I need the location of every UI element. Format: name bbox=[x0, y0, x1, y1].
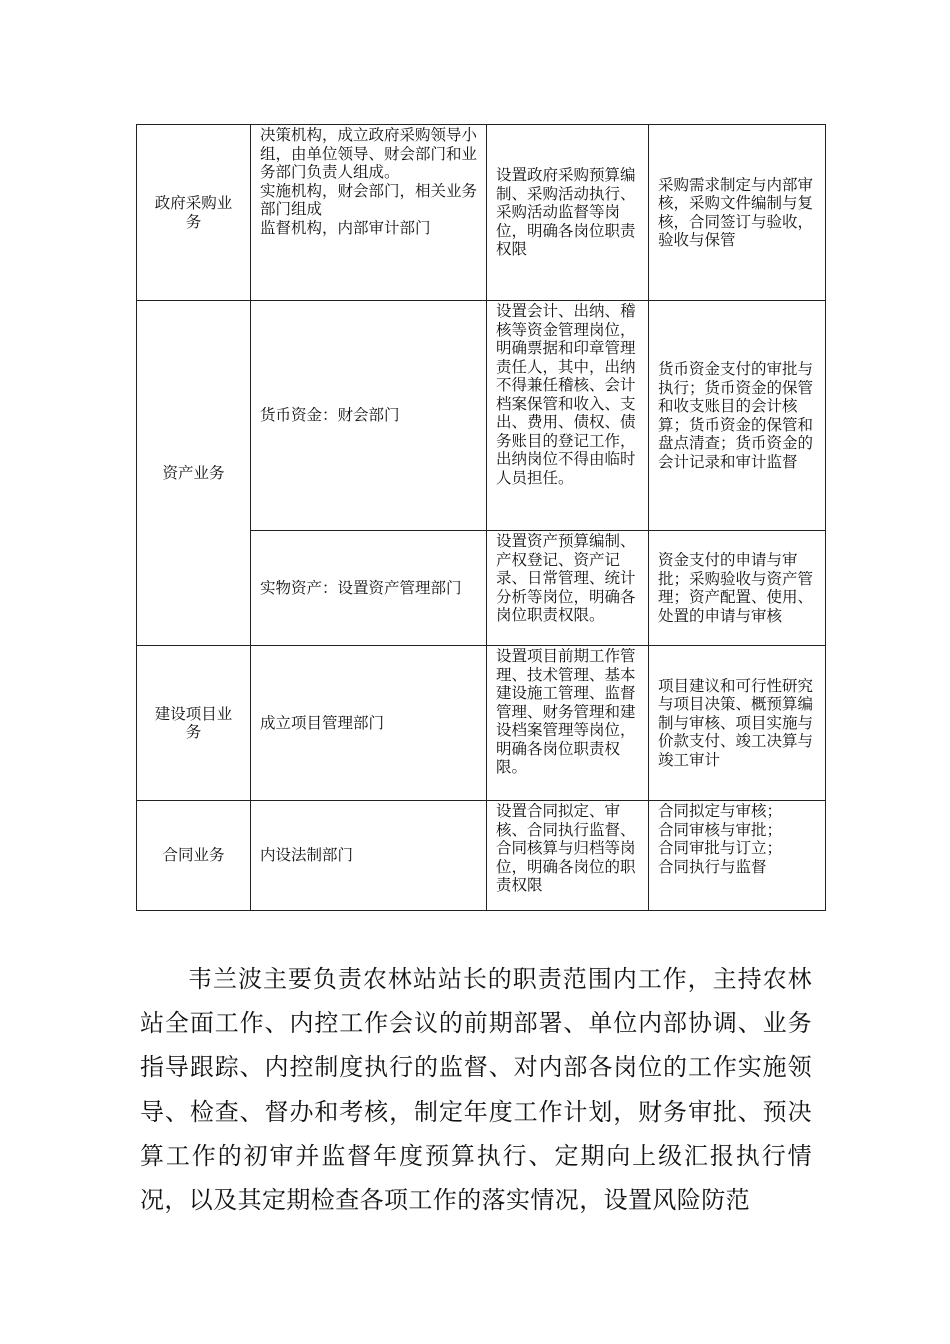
internal-control-table bbox=[136, 124, 826, 911]
controls-line: 合同执行与监督 bbox=[658, 857, 767, 876]
controls-cell bbox=[649, 801, 826, 911]
controls-line: 合同审批与订立； bbox=[658, 839, 783, 857]
organization-cell: 成立项目管理部门 bbox=[251, 646, 487, 801]
positions-cell: 设置合同拟定、审核、合同执行监督、合同核算与归档等岗位，明确各岗位的职责权限 bbox=[487, 801, 649, 911]
controls-cell: 采购需求制定与内部审核，采购文件编制与复核，合同签订与验收，验收与保管 bbox=[649, 125, 826, 301]
business-cell: 资产业务 bbox=[137, 301, 251, 646]
positions-cell: 设置政府采购预算编制、采购活动执行、采购活动监督等岗位，明确各岗位职责权限 bbox=[487, 125, 649, 301]
organization-line: 监督机构，内部审计部门 bbox=[260, 218, 431, 237]
table-row bbox=[137, 125, 826, 301]
business-cell: 政府采购业务 bbox=[137, 125, 251, 301]
controls-cell: 货币资金支付的审批与执行；货币资金的保管和收支账目的会计核算；货币资金的保管和盘点清查；货币资金的会计记录和审计监督 bbox=[649, 301, 826, 531]
table-row bbox=[137, 301, 826, 531]
organization-cell: 货币资金：财会部门 bbox=[251, 301, 487, 531]
organization-cell: 内设法制部门 bbox=[251, 801, 487, 911]
business-cell: 合同业务 bbox=[137, 801, 251, 911]
positions-cell: 设置项目前期工作管理、技术管理、基本建设施工管理、监督管理、财务管理和建设档案管理等岗位，明确各岗位职责权限。 bbox=[487, 646, 649, 801]
table-row bbox=[137, 646, 826, 801]
table-row bbox=[137, 801, 826, 911]
organization-cell bbox=[251, 125, 487, 301]
positions-cell: 设置资产预算编制、产权登记、资产记录、日常管理、统计分析等岗位，明确各岗位职责权限。 bbox=[487, 531, 649, 646]
organization-cell: 实物资产：设置资产管理部门 bbox=[251, 531, 487, 646]
controls-cell: 资金支付的申请与审批；采购验收与资产管理；资产配置、使用、处置的申请与审核 bbox=[649, 531, 826, 646]
controls-line: 合同拟定与审核； bbox=[658, 802, 783, 820]
organization-line: 决策机构，成立政府采购领导小组，由单位领导、财会部门和业务部门负责人组成。 bbox=[260, 126, 478, 181]
body-paragraph: 韦兰波主要负责农林站站长的职责范围内工作，主持农林站全面工作、内控工作会议的前期部署、单位内部协调、业务指导跟踪、内控制度执行的监督、对内部各岗位的工作实施领导、检查、督办和考核，制定年度工作计划，财务审批、预决算工作的初审并监督年度预算执行、定期向上级汇报执行情况，以及其定期检查各项工作的落实情况，设置风险防范 bbox=[140, 965, 812, 1215]
business-cell: 建设项目业务 bbox=[137, 646, 251, 801]
controls-line: 合同审核与审批； bbox=[658, 820, 783, 839]
positions-cell: 设置会计、出纳、稽核等资金管理岗位，明确票据和印章管理责任人，其中，出纳不得兼任稽核、会计档案保管和收入、支出、费用、债权、债务账目的登记工作，出纳岗位不得由临时人员担任。 bbox=[487, 301, 649, 531]
controls-cell: 项目建议和可行性研究与项目决策、概预算编制与审核、项目实施与价款支付、竣工决算与竣工审计 bbox=[649, 646, 826, 801]
organization-line: 实施机构，财会部门，相关业务部门组成 bbox=[260, 181, 478, 218]
